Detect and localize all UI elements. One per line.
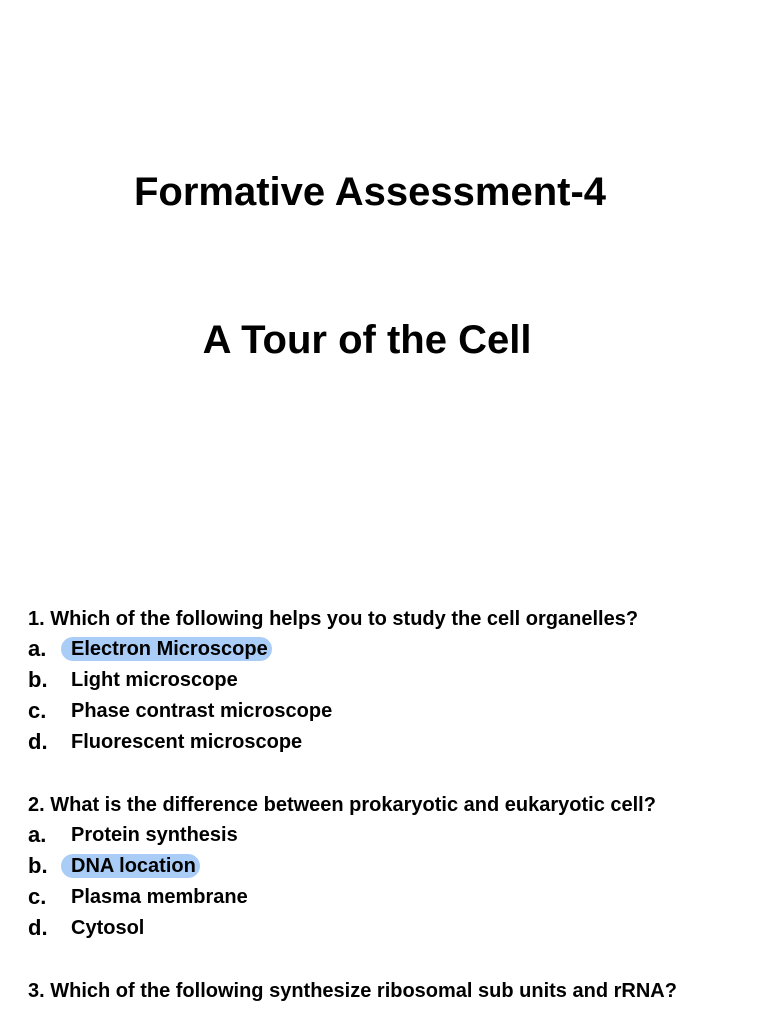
option-a[interactable]: [28, 821, 748, 852]
option-c[interactable]: [28, 697, 748, 728]
question-1: [28, 607, 748, 759]
option-letter: a.: [28, 822, 47, 847]
question-text: 3. Which of the following synthesize ribosomal sub units and rRNA?: [28, 980, 677, 1002]
document-subtitle: A Tour of the Cell: [202, 318, 532, 362]
option-text-highlighted: Electron Microscope: [61, 637, 272, 661]
option-text: Protein synthesis: [71, 824, 238, 846]
option-d[interactable]: [28, 728, 748, 759]
option-text: Light microscope: [71, 669, 238, 691]
option-letter: b.: [28, 667, 48, 692]
option-list: [28, 821, 748, 945]
option-c[interactable]: [28, 883, 748, 914]
option-letter: c.: [28, 698, 47, 723]
option-text: Fluorescent microscope: [71, 731, 303, 753]
option-d[interactable]: [28, 914, 748, 945]
option-letter: a.: [28, 636, 47, 661]
question-3: [28, 979, 688, 1007]
question-2: [28, 793, 748, 945]
question-text: 1. Which of the following helps you to study the cell organelles?: [28, 608, 639, 630]
question-text: 2. What is the difference between prokaryotic and eukaryotic cell?: [28, 794, 656, 816]
option-text: Phase contrast microscope: [71, 700, 333, 722]
option-list: [28, 635, 748, 759]
option-letter: b.: [28, 853, 48, 878]
option-b[interactable]: [28, 666, 748, 697]
option-text: Cytosol: [71, 917, 145, 939]
option-letter: d.: [28, 915, 48, 940]
option-letter: c.: [28, 884, 47, 909]
document-title: Formative Assessment-4: [133, 170, 607, 214]
option-text-highlighted: DNA location: [61, 854, 200, 878]
option-a[interactable]: [28, 635, 748, 666]
option-text: Plasma membrane: [71, 886, 248, 908]
option-b[interactable]: [28, 852, 748, 883]
option-letter: d.: [28, 729, 48, 754]
